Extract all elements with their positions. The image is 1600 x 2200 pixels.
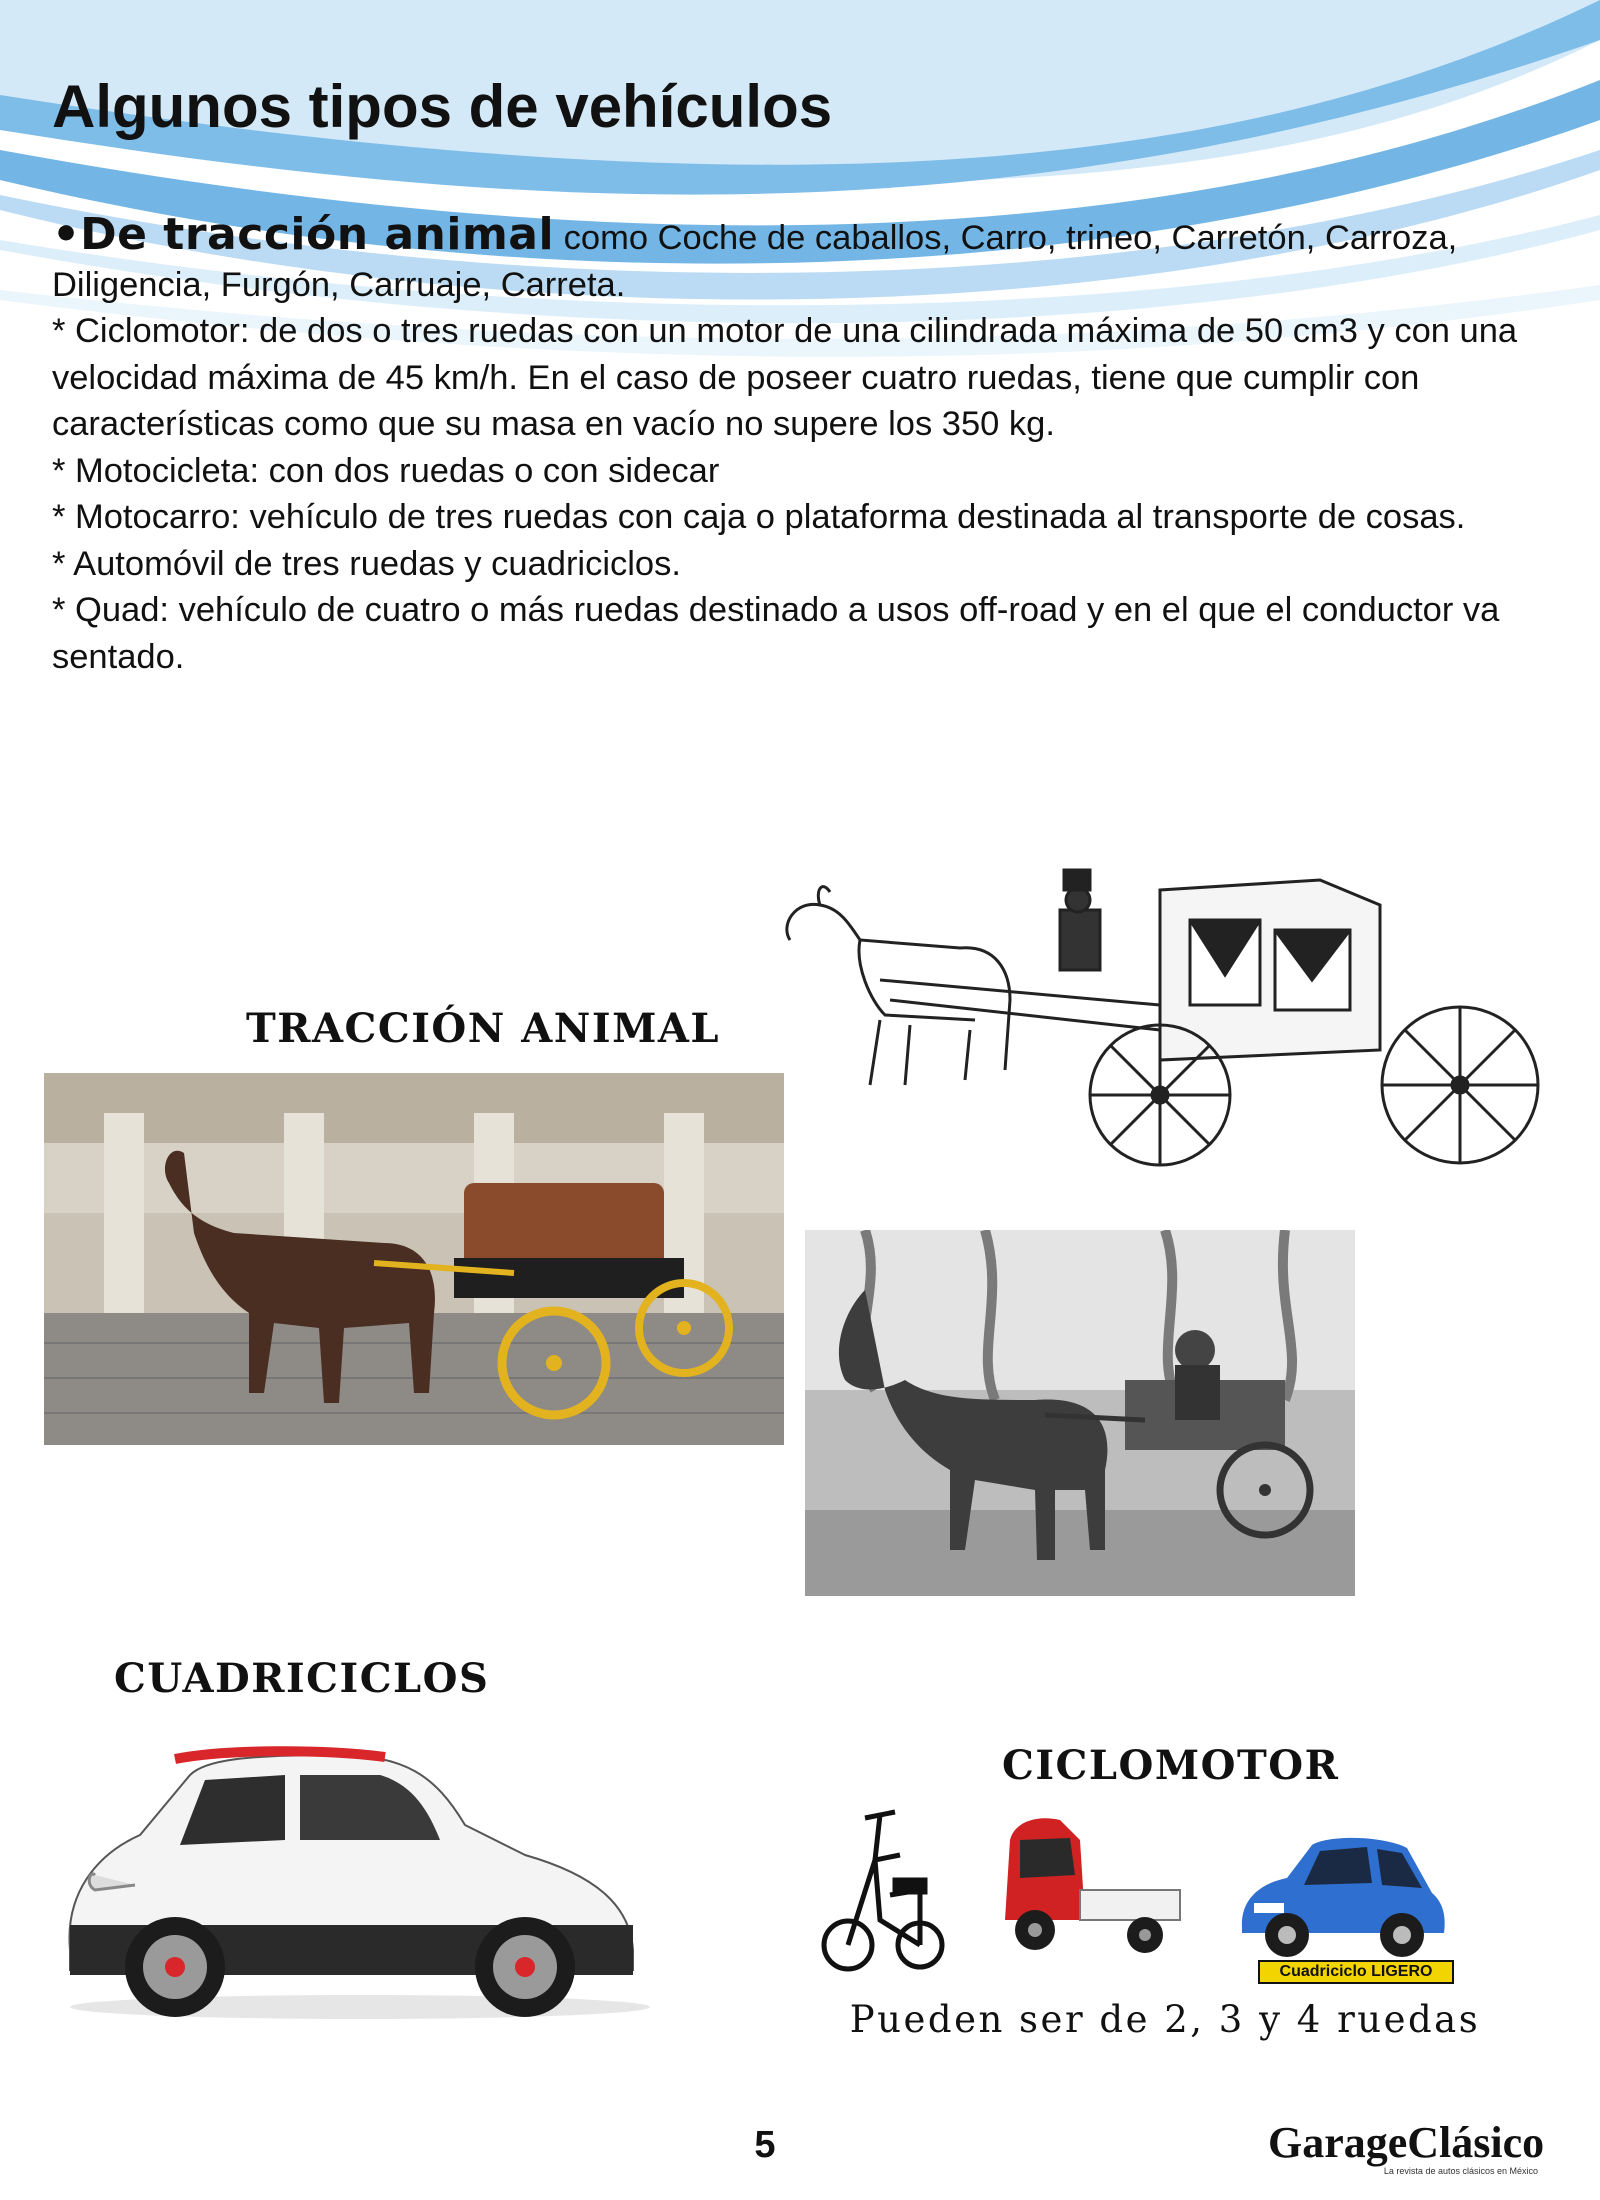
blue-microcar-image — [1232, 1833, 1450, 1963]
bullet-glyph: • — [52, 209, 81, 260]
quadricycle-car-image — [55, 1745, 665, 2025]
horse-carriage-photo — [44, 1073, 784, 1445]
lead-paragraph — [52, 209, 1552, 308]
list-item: * Motocicleta: con dos ruedas o con sidecar — [52, 451, 720, 490]
lead-text: como Coche de caballos, Carro, trineo, Carretón, Carroza, Diligencia, Furgón, Carruaje, Carreta. — [52, 219, 1458, 304]
brand-logo — [1268, 2118, 1545, 2176]
quadricycle-badge: Cuadriciclo LIGERO — [1258, 1960, 1454, 1984]
list-item: * Quad: vehículo de cuatro o más ruedas destinado a usos off-road y en el que el conductor va sentado. — [52, 591, 1500, 676]
moped-image — [820, 1800, 945, 1975]
list-item: * Ciclomotor: de dos o tres ruedas con un motor de una cilindrada máxima de 50 cm3 y con una velocidad máxima de 45 km/h. En el caso de poseer cuatro ruedas, tiene que cumplir con características como que su masa en vacío no supere los 350 kg. — [52, 312, 1518, 443]
three-wheeler-image — [985, 1810, 1185, 1960]
page-number: 5 — [754, 2124, 776, 2166]
brand-tagline: La revista de autos clásicos en México — [1383, 2166, 1538, 2176]
page-title: Algunos tipos de vehículos — [52, 73, 833, 140]
section-label-cuadriciclos: CUADRICICLOS — [114, 1655, 490, 1702]
section-label-traccion: TRACCIÓN ANIMAL — [246, 1005, 721, 1052]
list-item: * Automóvil de tres ruedas y cuadriciclos. — [52, 544, 681, 583]
section-label-ciclomotor: CICLOMOTOR — [1002, 1742, 1340, 1789]
list-item: * Motocarro: vehículo de tres ruedas con caja o plataforma destinada al transporte de cosas. — [52, 498, 1466, 536]
lead-term: De tracción animal — [80, 209, 555, 260]
carriage-illustration — [760, 830, 1550, 1180]
body-text — [52, 209, 1552, 680]
ciclomotor-caption: Pueden ser de 2, 3 y 4 ruedas — [849, 1998, 1481, 2041]
brand-name: GarageClásico — [1268, 2118, 1545, 2167]
horse-cart-bw-photo — [805, 1230, 1355, 1596]
